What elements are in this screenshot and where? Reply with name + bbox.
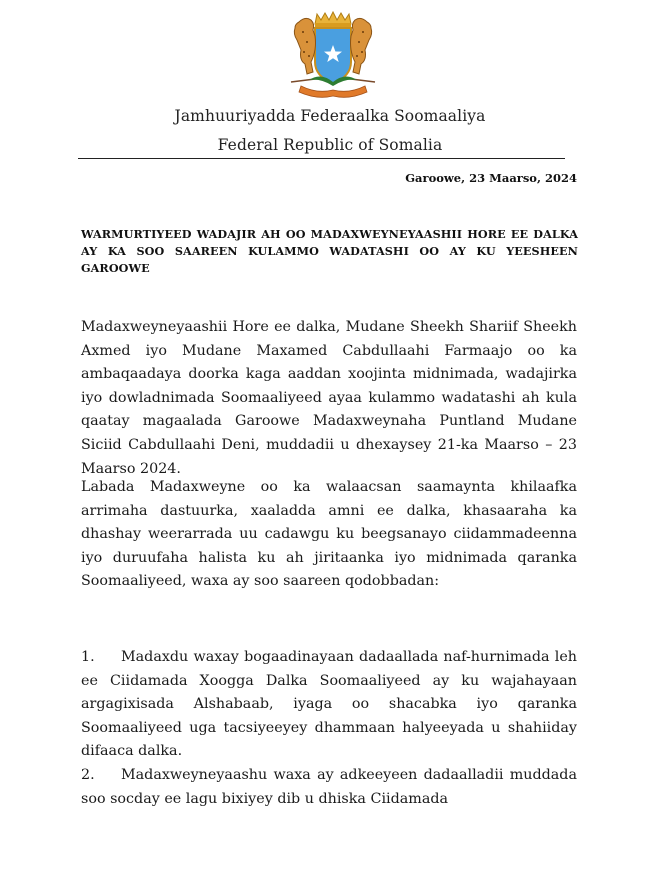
point-number: 1. [81, 649, 95, 665]
ribbon [299, 86, 367, 97]
country-name-somali: Jamhuuriyadda Federaalka Soomaaliya [174, 107, 486, 125]
numbered-point [81, 764, 577, 811]
point-text: Madaxweyneyaashu waxa ay adkeeyeen dadaalladii muddada soo socday ee lagu bixiyey dib u dhiska Ciidamada [81, 767, 577, 807]
left-leopard [294, 18, 315, 74]
right-leopard [351, 18, 372, 74]
header-divider [78, 158, 565, 159]
coat-of-arms-icon [287, 10, 379, 100]
point-text: Madaxdu waxay bogaadinayaan dadaallada naf-hurnimada leh ee Ciidamada Xoogga Dalka Soomaaliyeed ay ku wajahayaan argagixisada Alshabaab, iyaga oo shacabka iyo qaranka Soomaaliyeed uga tacsiyeeyey dhammaan halyeeyada u shahiiday difaaca dalka. [81, 649, 577, 760]
crown [315, 12, 351, 24]
crown-band [315, 23, 351, 27]
coat-of-arms-emblem [287, 10, 379, 100]
dateline: Garoowe, 23 Maarso, 2024 [405, 171, 577, 185]
paragraph: Labada Madaxweyne oo ka walaacsan saamaynta khilaafka arrimaha dastuurka, xaaladda amni ee dalka, khasaaraha ka dhashay weerarrada uu cadawgu ku beegsanayo ciidammadeenna iyo duruufaha halista ku ah jiritaanka iyo midnimada qaranka Soomaaliyeed, waxa ay soo saareen qodobbadan: [81, 479, 577, 590]
numbered-point [81, 646, 577, 764]
document-title: WARMURTIYEED WADAJIR AH OO MADAXWEYNEYAASHII HORE EE DALKA AY KA SOO SAAREEN KULAMMO WADATASHI OO AY KU YEESHEEN GAROOWE [81, 227, 578, 275]
country-name-english: Federal Republic of Somalia [217, 136, 443, 154]
paragraph: Madaxweyneyaashii Hore ee dalka, Mudane Sheekh Shariif Sheekh Axmed iyo Mudane Maxamed Cabdullaahi Farmaajo oo ka ambaqaadaya doorka kaga aaddan xoojinta midnimada, wadajirka iyo dowladnimada Soomaaliyeed ayaa kulammo wadatashi ah kula qaatay magaalada Garoowe Madaxweynaha Puntland Mudane Siciid Cabdullaahi Deni, muddadii u dhexaysey 21-ka Maarso – 23 Maarso 2024. [81, 319, 577, 477]
point-number: 2. [81, 767, 95, 783]
